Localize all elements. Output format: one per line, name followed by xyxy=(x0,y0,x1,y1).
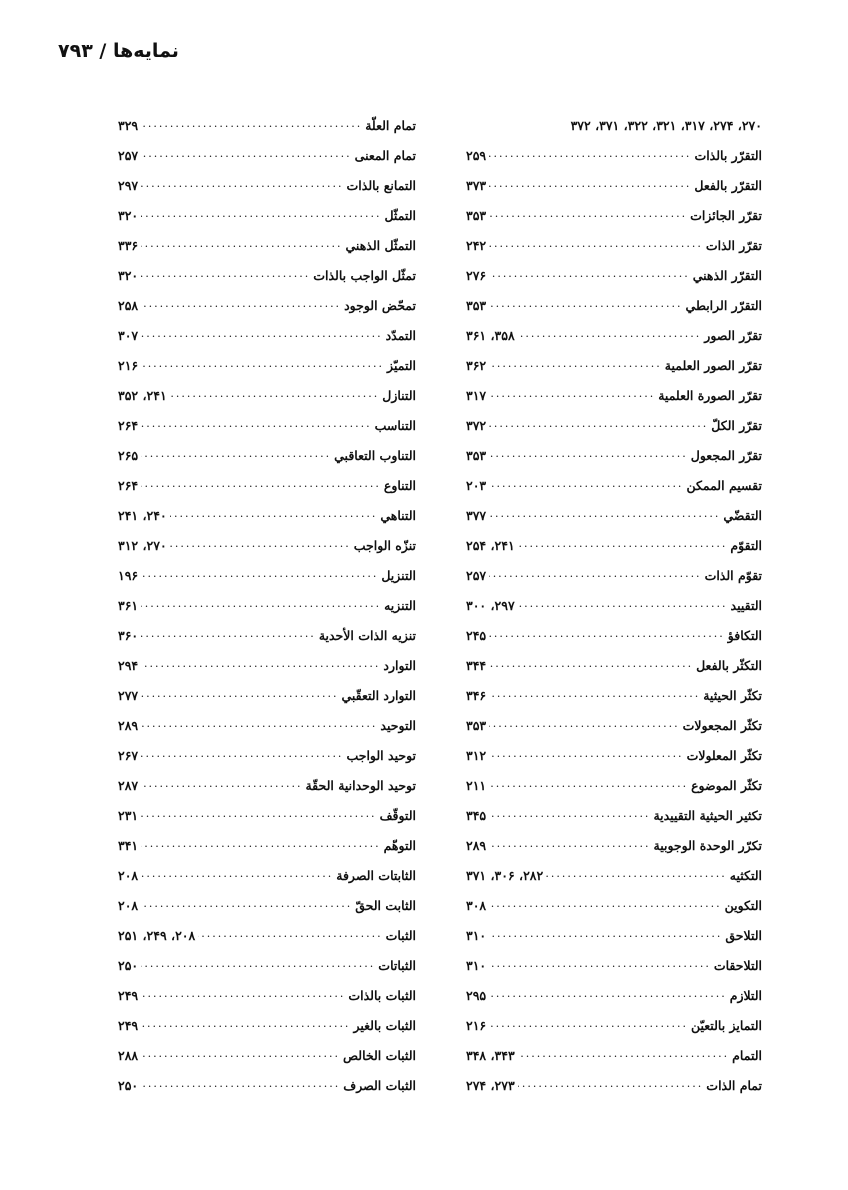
entry-pages: ۲۱۶ xyxy=(466,1017,487,1033)
dot-leader xyxy=(489,987,727,1003)
index-entry xyxy=(466,740,762,770)
index-entry xyxy=(466,470,762,500)
entry-term: التنزيه xyxy=(384,597,416,613)
dot-leader xyxy=(489,1017,688,1033)
entry-term: تكرّر الوحدة الوجوبية xyxy=(653,837,762,853)
entry-pages: ۲۶۴ xyxy=(118,417,139,433)
entry-term: تنزيه الذات الأحدية xyxy=(318,627,416,643)
entry-term: التقوّم xyxy=(730,537,762,553)
dot-leader xyxy=(141,567,378,583)
entry-term: الثبات بالذات xyxy=(348,987,416,1003)
entry-pages: ۳۴۱ xyxy=(118,837,139,853)
entry-pages: ۳۰۸ xyxy=(466,897,487,913)
entry-pages: ۲۰۸ xyxy=(118,867,139,883)
entry-pages: ۲۴۵ xyxy=(466,627,487,643)
entry-term: التميّز xyxy=(387,357,416,373)
left-entry-list xyxy=(118,110,416,1100)
entry-pages: ۲۵۷ xyxy=(466,567,487,583)
entry-term: تقسيم الممكن xyxy=(686,477,762,493)
entry-pages: ۲۴۹ xyxy=(118,987,139,1003)
dot-leader xyxy=(489,567,701,583)
entry-term: التوحيد xyxy=(380,717,416,733)
index-entry xyxy=(466,350,762,380)
entry-pages: ۳۵۳ xyxy=(466,717,487,733)
dot-leader xyxy=(489,447,688,463)
index-entry xyxy=(118,1010,416,1040)
index-entry xyxy=(118,830,416,860)
index-entry xyxy=(118,200,416,230)
entry-pages: ۲۶۵ xyxy=(118,447,139,463)
entry-term: التناهي xyxy=(380,507,416,523)
entry-term: الثباتات xyxy=(378,957,416,973)
dot-leader xyxy=(518,537,728,553)
index-entry xyxy=(118,590,416,620)
dot-leader xyxy=(141,477,381,493)
entry-term: تقرّر الذات xyxy=(705,237,762,253)
entry-pages: ۲۵۰ xyxy=(118,1077,139,1093)
index-entry xyxy=(466,440,762,470)
entry-pages: ۳۵۳ xyxy=(466,207,487,223)
entry-pages: ۲۵۷ xyxy=(118,147,139,163)
entry-pages: ۲۵۹ xyxy=(466,147,487,163)
entry-pages: ۲۶۴ xyxy=(118,477,139,493)
index-entry xyxy=(118,620,416,650)
entry-term: تمام العلّة xyxy=(365,117,416,133)
dot-leader xyxy=(489,207,687,223)
entry-term: توحيد الوحدانية الحقّة xyxy=(305,777,416,793)
dot-leader xyxy=(141,627,316,643)
entry-pages: ۳۴۴ xyxy=(466,657,487,673)
index-entry xyxy=(118,920,416,950)
index-entry xyxy=(466,140,762,170)
entry-pages: ۲۹۷ xyxy=(118,177,139,193)
entry-pages: ۲۰۸، ۲۴۹، ۲۵۱ xyxy=(118,927,196,943)
entry-pages: ۳۵۸، ۳۶۱ xyxy=(466,327,515,343)
index-column-right xyxy=(466,110,762,1100)
entry-term: الثبات بالغير xyxy=(353,1017,416,1033)
dot-leader xyxy=(489,477,683,493)
entry-pages: ۳۱۰ xyxy=(466,927,487,943)
entry-term: تكثّر الحيثية xyxy=(703,687,762,703)
entry-term: تمام الذات xyxy=(706,1077,762,1093)
entry-term: تمام المعنى xyxy=(354,147,416,163)
entry-term: تكثّر الموضوع xyxy=(691,777,762,793)
entry-pages: ۲۶۷ xyxy=(118,747,139,763)
index-entry xyxy=(466,860,762,890)
index-entry xyxy=(118,440,416,470)
dot-leader xyxy=(489,897,721,913)
entry-term: التلاحقات xyxy=(713,957,762,973)
entry-term: تكثير الحيثية التقييدية xyxy=(653,807,762,823)
dot-leader xyxy=(489,777,688,793)
dot-leader xyxy=(141,297,341,313)
index-entry xyxy=(118,860,416,890)
entry-term: تمثّل الواجب بالذات xyxy=(313,267,416,283)
entry-term: الثبات الصرف xyxy=(343,1077,416,1093)
index-entry xyxy=(466,710,762,740)
index-entry xyxy=(118,290,416,320)
index-entry xyxy=(118,110,416,140)
dot-leader xyxy=(141,687,338,703)
dot-leader xyxy=(141,447,331,463)
entry-pages: ۳۴۵ xyxy=(466,807,487,823)
entry-pages: ۲۰۳ xyxy=(466,477,487,493)
entry-pages: ۳۱۲ xyxy=(466,747,487,763)
entry-term: التقييد xyxy=(730,597,762,613)
dot-leader xyxy=(170,537,351,553)
entry-term: التلازم xyxy=(729,987,762,1003)
entry-term: التكوين xyxy=(724,897,762,913)
index-entry xyxy=(466,650,762,680)
dot-leader xyxy=(141,987,345,1003)
entry-pages: ۲۸۷ xyxy=(118,777,139,793)
entry-term: التوهّم xyxy=(383,837,416,853)
entry-term: التمثّل الذهني xyxy=(345,237,416,253)
index-entry xyxy=(466,380,762,410)
entry-pages: ۳۱۷ xyxy=(466,387,487,403)
entry-term: الثبات xyxy=(385,927,416,943)
dot-leader xyxy=(141,327,382,343)
dot-leader xyxy=(141,237,342,253)
entry-pages: ۳۷۳ xyxy=(466,177,487,193)
index-entry xyxy=(118,140,416,170)
entry-term: التناوع xyxy=(383,477,416,493)
dot-leader xyxy=(489,747,683,763)
dot-leader xyxy=(141,177,343,193)
entry-term: التكثيه xyxy=(729,867,762,883)
index-entry xyxy=(466,680,762,710)
index-entry xyxy=(466,560,762,590)
entry-term: تكثّر المجعولات xyxy=(682,717,762,733)
entry-term: تقرّر الصور xyxy=(704,327,762,343)
entry-pages: ۳۶۰ xyxy=(118,627,139,643)
running-header: نمايه‌ها / ۷۹۳ xyxy=(58,40,179,62)
entry-term: تكثّر المعلولات xyxy=(686,747,762,763)
entry-pages: ۳۲۰ xyxy=(118,207,139,223)
entry-pages: ۲۴۱، ۳۵۲ xyxy=(118,387,167,403)
entry-pages: ۳۰۷ xyxy=(118,327,139,343)
dot-leader xyxy=(489,237,703,253)
entry-pages: ۲۴۲ xyxy=(466,237,487,253)
index-entry xyxy=(118,410,416,440)
entry-pages: ۳۳۶ xyxy=(118,237,139,253)
entry-term: التوارد التعقّبي xyxy=(341,687,416,703)
dot-leader xyxy=(141,1047,340,1063)
dot-leader xyxy=(141,357,384,373)
entry-term: تقرّر الجائزات xyxy=(690,207,762,223)
entry-term: التقرّر بالفعل xyxy=(694,177,762,193)
entry-pages: ۲۴۱، ۲۵۴ xyxy=(466,537,515,553)
index-entry xyxy=(118,1040,416,1070)
dot-leader xyxy=(489,927,722,943)
entry-term: التمثّل xyxy=(384,207,416,223)
entry-pages: ۲۸۲، ۳۰۶، ۳۷۱ xyxy=(466,867,544,883)
index-entry xyxy=(118,470,416,500)
entry-term: التلاحق xyxy=(725,927,762,943)
entry-pages: ۱۹۶ xyxy=(118,567,139,583)
entry-pages: ۲۹۴ xyxy=(118,657,139,673)
index-entry xyxy=(118,740,416,770)
index-entry xyxy=(466,920,762,950)
dot-leader xyxy=(489,297,682,313)
continuation-pages: ۲۷۰، ۲۷۴، ۳۱۷، ۳۲۱، ۳۲۲، ۳۷۱، ۳۷۲ xyxy=(570,117,762,133)
entry-term: التنازل xyxy=(382,387,416,403)
entry-pages: ۳۶۱ xyxy=(118,597,139,613)
index-column-left xyxy=(118,110,416,1100)
entry-term: التقرّر الذهني xyxy=(692,267,762,283)
index-entry xyxy=(466,500,762,530)
index-entry xyxy=(118,500,416,530)
entry-pages: ۲۱۱ xyxy=(466,777,487,793)
entry-pages: ۲۷۳، ۲۷۴ xyxy=(466,1077,515,1093)
entry-term: تمحّض الوجود xyxy=(344,297,416,313)
dot-leader xyxy=(141,957,375,973)
index-entry xyxy=(466,890,762,920)
dot-leader xyxy=(170,507,378,523)
entry-pages: ۲۷۷ xyxy=(118,687,139,703)
entry-pages: ۲۸۹ xyxy=(118,717,139,733)
entry-term: توحيد الواجب xyxy=(346,747,416,763)
index-entry xyxy=(118,1070,416,1100)
dot-leader xyxy=(489,717,679,733)
entry-pages: ۲۵۰ xyxy=(118,957,139,973)
dot-leader xyxy=(518,597,728,613)
index-entry xyxy=(466,530,762,560)
dot-leader xyxy=(489,507,720,523)
entry-pages: ۳۶۲ xyxy=(466,357,487,373)
dot-leader xyxy=(141,1017,350,1033)
index-entry xyxy=(466,590,762,620)
entry-pages: ۳۷۲ xyxy=(466,417,487,433)
entry-term: التناوب التعاقبي xyxy=(334,447,416,463)
index-entry xyxy=(118,800,416,830)
dot-leader xyxy=(141,837,380,853)
dot-leader xyxy=(489,657,693,673)
dot-leader xyxy=(489,417,708,433)
entry-pages: ۲۹۵ xyxy=(466,987,487,1003)
dot-leader xyxy=(198,927,382,943)
entry-pages: ۲۸۸ xyxy=(118,1047,139,1063)
dot-leader xyxy=(141,597,381,613)
entry-term: التقرّر بالذات xyxy=(694,147,762,163)
index-entry xyxy=(118,890,416,920)
entry-pages: ۳۵۳ xyxy=(466,447,487,463)
entry-pages: ۲۴۹ xyxy=(118,1017,139,1033)
entry-term: الثبات الخالص xyxy=(342,1047,416,1063)
dot-leader xyxy=(489,807,650,823)
dot-leader xyxy=(141,747,343,763)
dot-leader xyxy=(141,717,377,733)
index-entry xyxy=(118,230,416,260)
index-entry xyxy=(466,1010,762,1040)
index-entry xyxy=(466,410,762,440)
dot-leader xyxy=(489,357,662,373)
dot-leader xyxy=(141,417,371,433)
entry-pages: ۳۴۳، ۳۴۸ xyxy=(466,1047,515,1063)
entry-pages: ۳۵۳ xyxy=(466,297,487,313)
index-entry xyxy=(118,710,416,740)
entry-pages: ۲۹۷، ۳۰۰ xyxy=(466,597,515,613)
index-entry xyxy=(466,170,762,200)
entry-pages: ۲۸۹ xyxy=(466,837,487,853)
dot-leader xyxy=(141,207,381,223)
dot-leader xyxy=(141,117,362,133)
entry-pages: ۳۲۹ xyxy=(118,117,139,133)
entry-term: التقرّر الرابطي xyxy=(685,297,762,313)
entry-term: التكافؤ xyxy=(727,627,762,643)
entry-term: التمانع بالذات xyxy=(346,177,416,193)
dot-leader xyxy=(141,1077,340,1093)
index-entry xyxy=(118,260,416,290)
entry-term: التمام xyxy=(732,1047,762,1063)
entry-pages: ۲۳۱ xyxy=(118,807,139,823)
dot-leader xyxy=(141,657,380,673)
entry-pages: ۳۴۶ xyxy=(466,687,487,703)
index-entry xyxy=(466,830,762,860)
index-entry xyxy=(118,170,416,200)
index-entry xyxy=(466,290,762,320)
index-entry xyxy=(466,1070,762,1100)
index-entry xyxy=(118,350,416,380)
entry-term: تقوّم الذات xyxy=(704,567,762,583)
index-entry xyxy=(118,530,416,560)
entry-pages: ۲۵۸ xyxy=(118,297,139,313)
index-entry xyxy=(118,680,416,710)
entry-pages: ۳۷۷ xyxy=(466,507,487,523)
entry-term: تنزّه الواجب xyxy=(353,537,416,553)
entry-term: التمدّد xyxy=(385,327,416,343)
entry-pages: ۳۱۰ xyxy=(466,957,487,973)
entry-term: التمايز بالتعيّن xyxy=(690,1017,762,1033)
entry-term: تقرّر الصور العلمية xyxy=(664,357,762,373)
index-entry xyxy=(466,1040,762,1070)
index-entry xyxy=(466,260,762,290)
entry-term: تقرّر المجعول xyxy=(690,447,762,463)
entry-term: تقرّر الصورة العلمية xyxy=(658,387,762,403)
index-entry xyxy=(466,230,762,260)
dot-leader xyxy=(141,267,310,283)
dot-leader xyxy=(141,777,302,793)
dot-leader xyxy=(489,147,691,163)
index-entry xyxy=(118,650,416,680)
index-entry xyxy=(466,770,762,800)
right-entry-list xyxy=(466,140,762,1100)
index-entry xyxy=(118,950,416,980)
index-entry xyxy=(118,560,416,590)
entry-pages: ۲۰۸ xyxy=(118,897,139,913)
entry-pages: ۲۷۰، ۳۱۲ xyxy=(118,537,167,553)
entry-term: الثابتات الصرفة xyxy=(336,867,416,883)
dot-leader xyxy=(141,897,352,913)
entry-term: التكثّر بالفعل xyxy=(696,657,762,673)
dot-leader xyxy=(546,867,727,883)
index-entry xyxy=(118,380,416,410)
index-entry xyxy=(466,800,762,830)
dot-leader xyxy=(489,387,655,403)
entry-term: التوقّف xyxy=(379,807,416,823)
entry-pages: ۳۲۰ xyxy=(118,267,139,283)
index-entry xyxy=(466,620,762,650)
dot-leader xyxy=(489,957,711,973)
dot-leader xyxy=(141,807,376,823)
entry-pages: ۲۷۶ xyxy=(466,267,487,283)
dot-leader xyxy=(489,837,650,853)
dot-leader xyxy=(170,387,380,403)
dot-leader xyxy=(518,327,702,343)
dot-leader xyxy=(489,177,691,193)
dot-leader xyxy=(141,867,333,883)
dot-leader xyxy=(489,627,725,643)
index-entry xyxy=(118,980,416,1010)
index-entry xyxy=(118,320,416,350)
continuation-line xyxy=(466,110,762,140)
dot-leader xyxy=(489,267,690,283)
index-entry xyxy=(466,320,762,350)
entry-pages: ۲۱۶ xyxy=(118,357,139,373)
entry-term: التنزيل xyxy=(381,567,416,583)
index-entry xyxy=(466,980,762,1010)
index-entry xyxy=(466,200,762,230)
dot-leader xyxy=(518,1047,729,1063)
entry-term: الثابت الحقّ xyxy=(355,897,416,913)
dot-leader xyxy=(141,147,352,163)
entry-pages: ۲۴۰، ۲۴۱ xyxy=(118,507,167,523)
entry-term: التناسب xyxy=(374,417,416,433)
entry-term: التقضّي xyxy=(723,507,762,523)
index-entry xyxy=(118,770,416,800)
dot-leader xyxy=(518,1077,704,1093)
dot-leader xyxy=(489,687,700,703)
index-entry xyxy=(466,950,762,980)
entry-term: تقرّر الكلّ xyxy=(711,417,762,433)
entry-term: التوارد xyxy=(383,657,416,673)
